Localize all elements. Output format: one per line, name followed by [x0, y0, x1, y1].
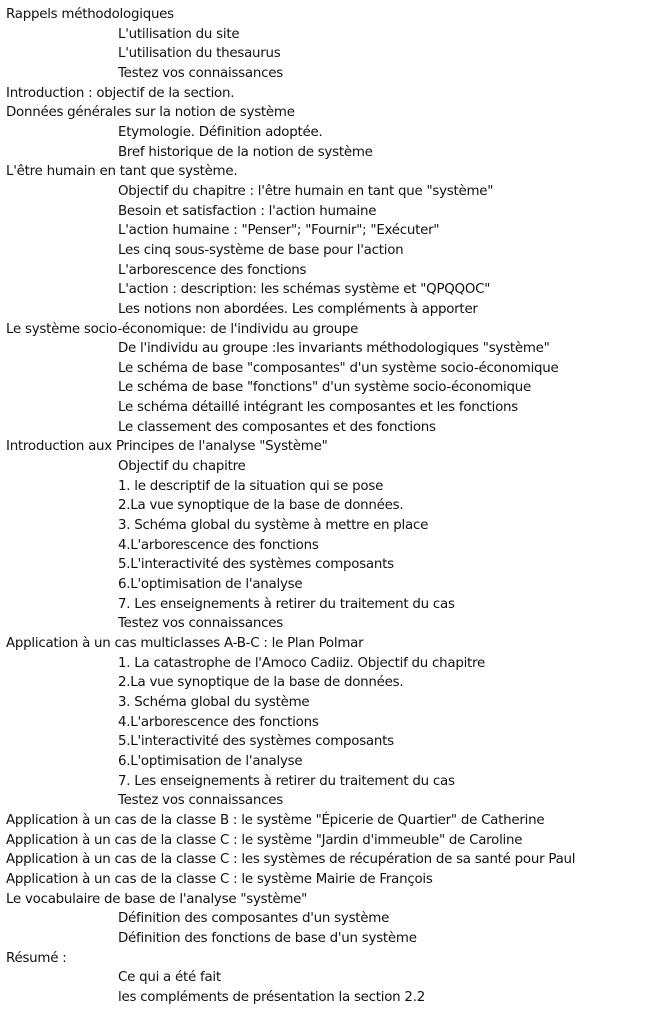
subsection-link[interactable]: 2.La vue synoptique de la base de données. — [118, 498, 404, 514]
subsection-link[interactable]: Testez vos connaissances — [118, 65, 283, 81]
subsection-link[interactable]: Définition des composantes d'un système — [118, 911, 390, 927]
table-of-contents — [6, 5, 575, 1007]
section-title-link[interactable]: Données générales sur la notion de système — [6, 105, 295, 121]
subsection-link[interactable]: Ce qui a été fait — [118, 970, 221, 986]
subsection-link[interactable]: 6.L'optimisation de l'analyse — [118, 577, 303, 593]
subsection-link[interactable]: 3. Schéma global du système — [118, 694, 310, 710]
subsection-link[interactable]: Testez vos connaissances — [118, 793, 283, 809]
subsection-link[interactable]: Besoin et satisfaction : l'action humaine — [118, 203, 377, 219]
subsection-link[interactable]: Etymologie. Définition adoptée. — [118, 124, 323, 140]
subsection-link[interactable]: L'utilisation du thesaurus — [118, 46, 281, 62]
subsection-link[interactable]: Définition des fonctions de base d'un système — [118, 930, 417, 946]
section-title-link[interactable]: Application à un cas de la classe C : le système Mairie de François — [6, 871, 433, 887]
subsection-link[interactable]: Testez vos connaissances — [118, 616, 283, 632]
section-title-link[interactable]: Résumé : — [6, 950, 67, 966]
subsection-link[interactable]: L'action : description: les schémas système et "QPQQOC" — [118, 282, 491, 298]
subsection-link[interactable]: Le schéma de base "fonctions" d'un système socio-économique — [118, 380, 531, 396]
section-title-link[interactable]: Application à un cas de la classe C : le système "Jardin d'immeuble" de Caroline — [6, 832, 523, 848]
subsection-link[interactable]: 1. le descriptif de la situation qui se pose — [118, 478, 384, 494]
subsection-link[interactable]: Le classement des composantes et des fonctions — [118, 419, 436, 435]
section-title-link[interactable]: Rappels méthodologiques — [6, 7, 174, 22]
section-title-link[interactable]: L'être humain en tant que système. — [6, 164, 238, 180]
subsection-link[interactable]: De l'individu au groupe :les invariants méthodologiques "système" — [118, 341, 550, 357]
subsection-link[interactable]: 5.L'interactivité des systèmes composants — [118, 557, 394, 573]
subsection-link[interactable]: Objectif du chapitre : l'être humain en tant que "système" — [118, 183, 494, 199]
section-title-link[interactable]: Introduction : objectif de la section. — [6, 85, 235, 101]
subsection-link[interactable]: les compléments de présentation la section 2.2 — [118, 989, 425, 1005]
section-title-link[interactable]: Le système socio-économique: de l'individu au groupe — [6, 321, 359, 337]
subsection-link[interactable]: 7. Les enseignements à retirer du traitement du cas — [118, 773, 455, 789]
subsection-link[interactable]: Bref historique de la notion de système — [118, 144, 373, 160]
subsection-link[interactable]: L'action humaine : "Penser"; "Fournir"; "Exécuter" — [118, 223, 440, 239]
subsection-link[interactable]: 1. La catastrophe de l'Amoco Cadiiz. Objectif du chapitre — [118, 655, 486, 671]
subsection-link[interactable]: Le schéma détaillé intégrant les composantes et les fonctions — [118, 400, 518, 416]
subsection-link[interactable]: 3. Schéma global du système à mettre en place — [118, 518, 429, 534]
subsection-link[interactable]: 4.L'arborescence des fonctions — [118, 537, 319, 553]
subsection-link[interactable]: 5.L'interactivité des systèmes composants — [118, 734, 394, 750]
subsection-link[interactable]: L'arborescence des fonctions — [118, 262, 307, 278]
subsection-link[interactable]: L'utilisation du site — [118, 26, 240, 42]
subsection-link[interactable]: Les notions non abordées. Les compléments à apporter — [118, 301, 478, 317]
section-title-link[interactable]: Application à un cas de la classe C : les systèmes de récupération de sa santé pour Paul — [6, 852, 576, 868]
section-title-link[interactable]: Application à un cas multiclasses A-B-C : le Plan Polmar — [6, 636, 364, 651]
section-title-link[interactable]: Introduction aux Principes de l'analyse "Système" — [6, 439, 328, 455]
subsection-link[interactable]: Objectif du chapitre — [118, 459, 246, 475]
subsection-link[interactable]: 4.L'arborescence des fonctions — [118, 714, 319, 730]
section-title-link[interactable]: Le vocabulaire de base de l'analyse "système" — [6, 891, 308, 907]
section-title-link[interactable]: Application à un cas de la classe B : le système "Épicerie de Quartier" de Catherine — [6, 812, 545, 828]
subsection-link[interactable]: 6.L'optimisation de l'analyse — [118, 753, 303, 769]
subsection-link[interactable]: 2.La vue synoptique de la base de données. — [118, 675, 404, 691]
subsection-link[interactable]: Le schéma de base "composantes" d'un système socio-économique — [118, 360, 559, 376]
subsection-link[interactable]: 7. Les enseignements à retirer du traitement du cas — [118, 596, 455, 612]
subsection-link[interactable]: Les cinq sous-système de base pour l'action — [118, 242, 404, 258]
